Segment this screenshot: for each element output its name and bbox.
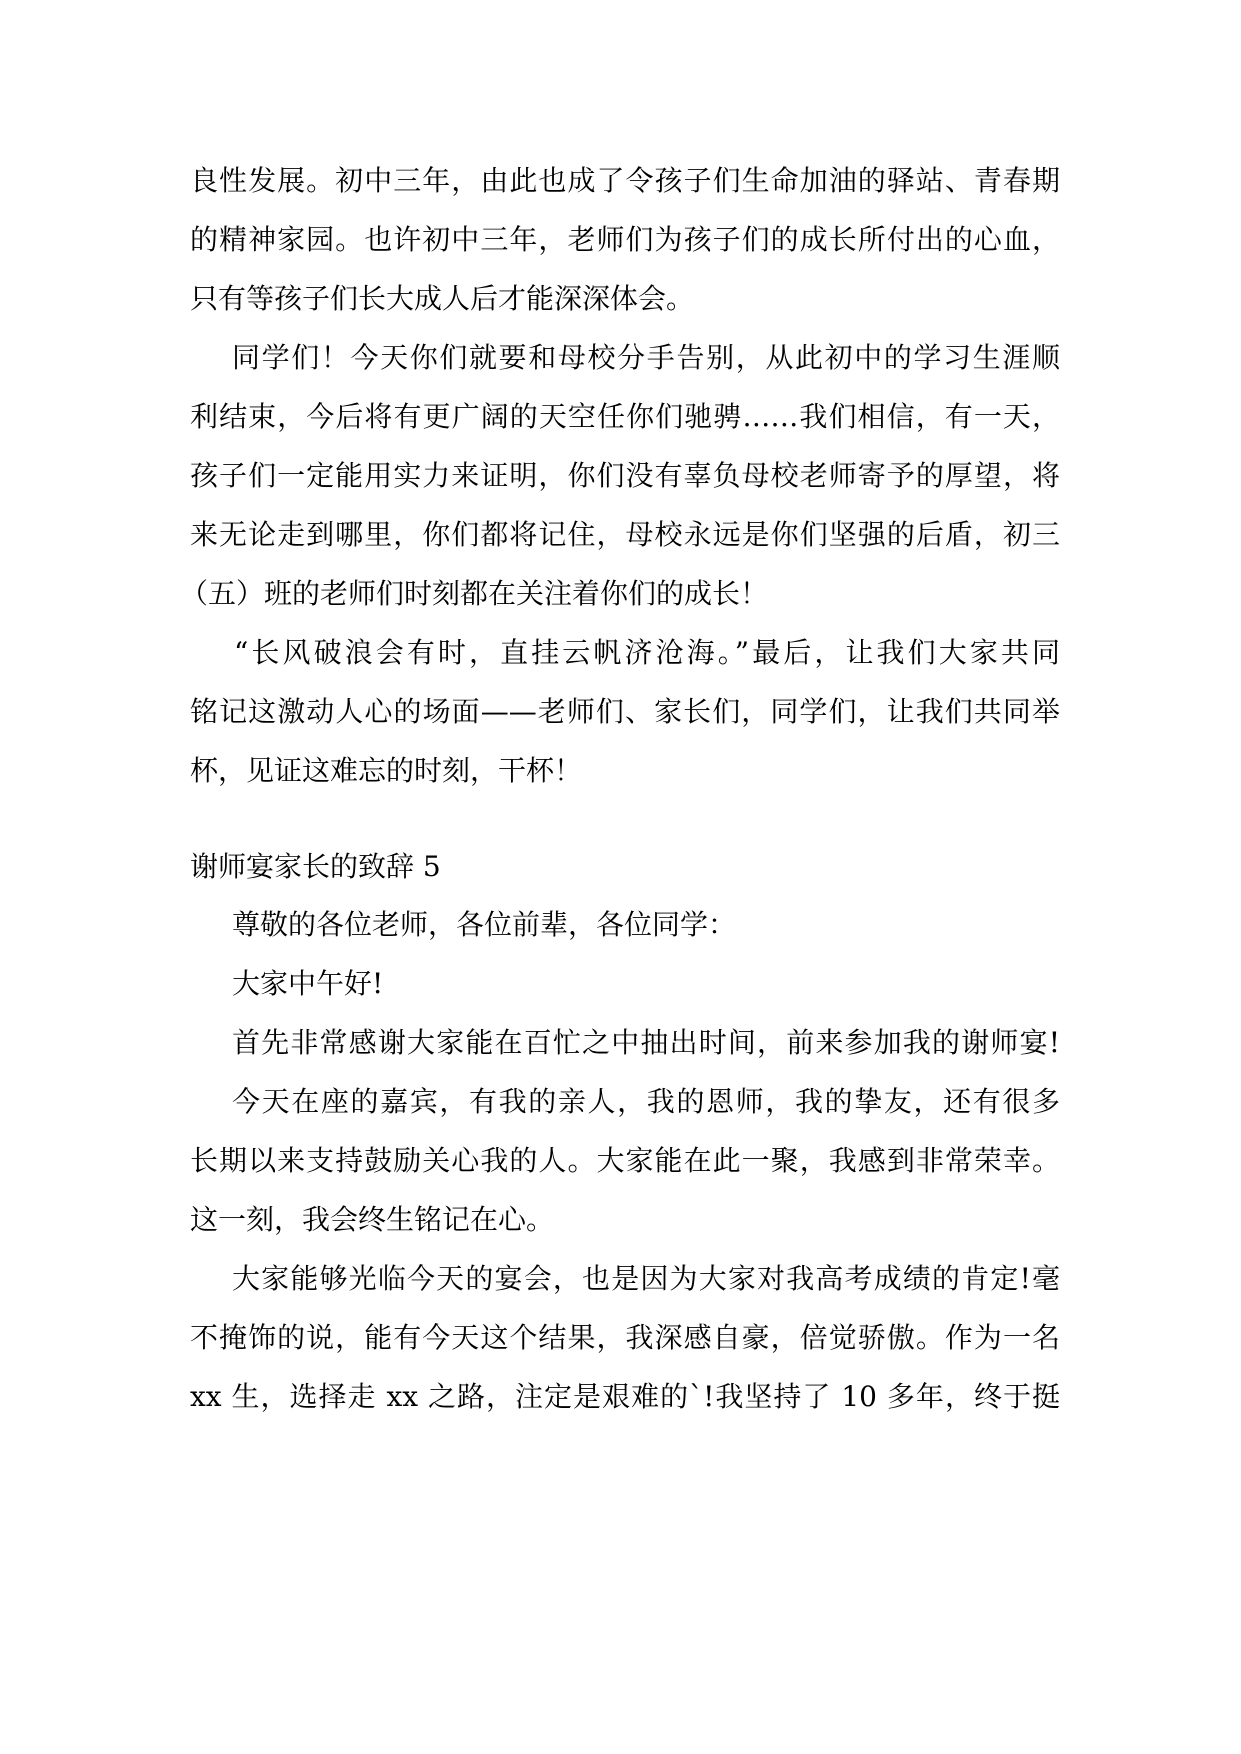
text-line: （五）班的老师们时刻都在关注着你们的成长！ — [180, 577, 769, 610]
text-line: 今天在座的嘉宾，有我的亲人，我的恩师，我的挚友，还有很多 — [232, 1085, 1060, 1118]
text-line: 同学们！今天你们就要和母校分手告别，从此初中的学习生涯顺 — [232, 341, 1060, 374]
section-heading: 谢师宴家长的致辞 5 — [190, 850, 441, 883]
text-line: 不掩饰的说，能有今天这个结果，我深感自豪，倍觉骄傲。作为一名 — [190, 1321, 1060, 1354]
text-line: 利结束，今后将有更广阔的天空任你们驰骋……我们相信，有一天， — [190, 400, 1060, 433]
text-line: 大家中午好! — [232, 967, 384, 1000]
text-line: 首先非常感谢大家能在百忙之中抽出时间，前来参加我的谢师宴! — [232, 1026, 1060, 1059]
text-line: 良性发展。初中三年，由此也成了令孩子们生命加油的驿站、青春期 — [190, 164, 1060, 197]
text-line: 孩子们一定能用实力来证明，你们没有辜负母校老师寄予的厚望，将 — [190, 459, 1060, 492]
text-line: 的精神家园。也许初中三年，老师们为孩子们的成长所付出的心血， — [190, 223, 1060, 256]
text-line: 长期以来支持鼓励关心我的人。大家能在此一聚，我感到非常荣幸。 — [190, 1144, 1060, 1177]
text-line: 杯，见证这难忘的时刻，干杯！ — [190, 754, 583, 787]
text-line: 只有等孩子们长大成人后才能深深体会。 — [190, 282, 695, 315]
text-line: 尊敬的各位老师，各位前辈，各位同学： — [232, 908, 737, 941]
text-line: 来无论走到哪里，你们都将记住，母校永远是你们坚强的后盾，初三 — [190, 518, 1060, 551]
text-line: 这一刻，我会终生铭记在心。 — [190, 1203, 555, 1236]
text-line: 铭记这激动人心的场面——老师们、家长们，同学们，让我们共同举 — [190, 695, 1060, 728]
text-line: 大家能够光临今天的宴会，也是因为大家对我高考成绩的肯定!毫 — [232, 1262, 1060, 1295]
text-line: “长风破浪会有时，直挂云帆济沧海。”最后，让我们大家共同 — [234, 636, 1060, 669]
text-line: xx 生，选择走 xx 之路，注定是艰难的`!我坚持了 10 多年，终于挺 — [190, 1380, 1060, 1413]
